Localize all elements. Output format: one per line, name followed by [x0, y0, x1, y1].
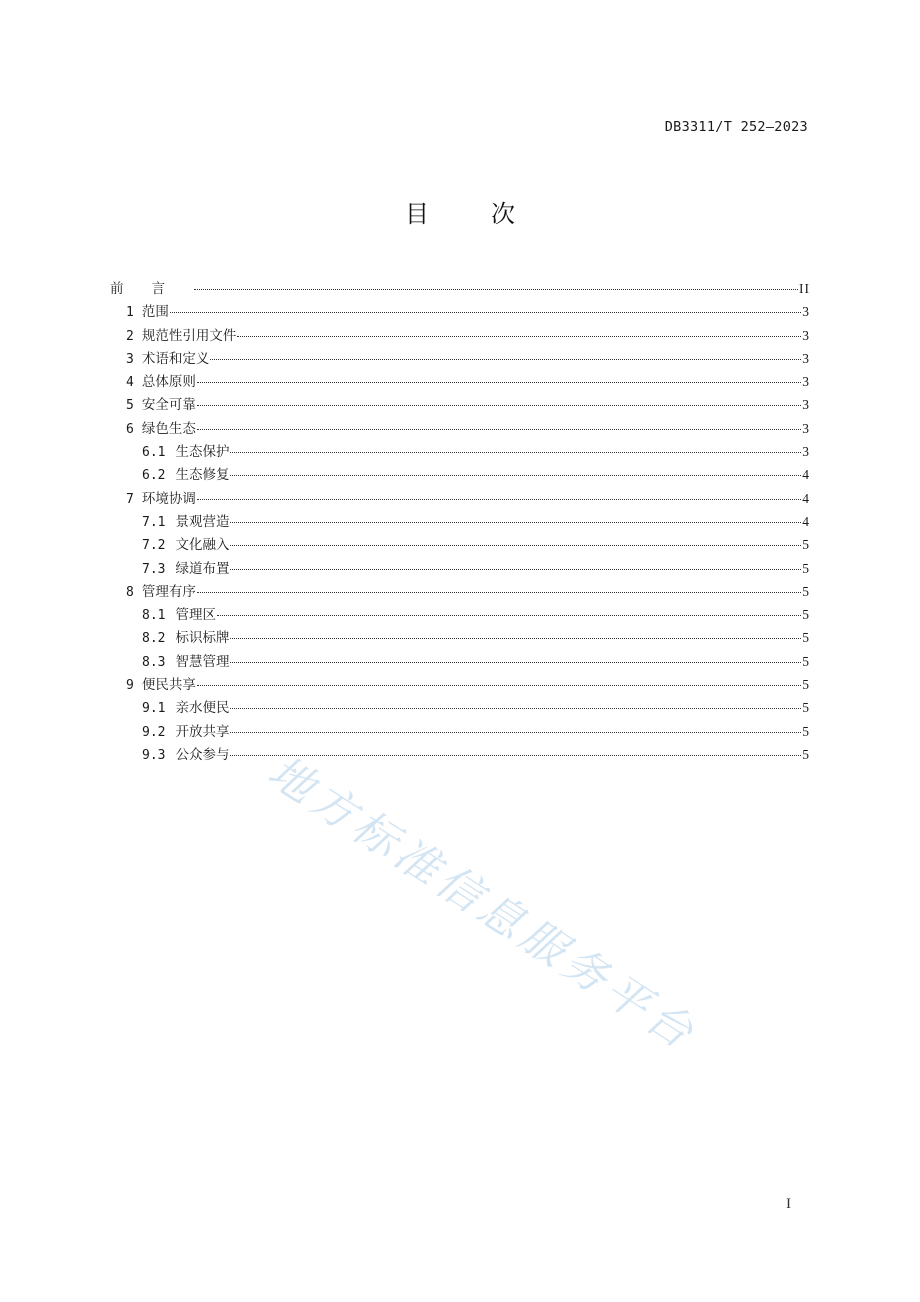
toc-entry-page: 5 — [802, 537, 810, 553]
toc-entry-number: 7.2 — [142, 538, 166, 554]
toc-entry[interactable] — [110, 533, 810, 556]
toc-entry-label: 安全可靠 — [141, 397, 196, 414]
page-number: I — [786, 1196, 791, 1212]
toc-entry[interactable] — [110, 324, 810, 347]
toc-entry[interactable] — [110, 603, 810, 626]
toc-entry-page: 3 — [802, 420, 810, 436]
toc-entry-number: 8.3 — [142, 654, 166, 670]
toc-entry-page: II — [799, 281, 810, 296]
toc-entry-label: 前言 — [110, 281, 193, 297]
watermark: 地方标准信息服务平台 — [258, 746, 707, 1062]
toc-entry-label: 范围 — [141, 304, 169, 321]
toc-entry-page: 5 — [802, 700, 810, 716]
toc-entry-number: 9.1 — [142, 701, 166, 717]
toc-entry[interactable] — [110, 720, 810, 743]
toc-entry-number: 9 — [126, 678, 134, 694]
toc-entry-number: 8.1 — [142, 608, 166, 624]
toc-dot-leader — [197, 684, 801, 686]
toc-entry-page: 5 — [802, 746, 810, 762]
toc-entry-number: 3 — [126, 351, 134, 367]
toc-dot-leader — [197, 404, 801, 406]
toc-entry-number: 7.1 — [142, 514, 166, 530]
toc-entry-label: 管理区 — [175, 607, 216, 624]
toc-entry[interactable] — [110, 696, 810, 719]
toc-dot-leader — [194, 288, 798, 290]
toc-dot-leader — [230, 544, 801, 546]
toc-dot-leader — [170, 311, 801, 313]
toc-entry[interactable] — [110, 393, 810, 416]
document-code: DB3311/T 252—2023 — [664, 119, 808, 135]
toc-entry[interactable] — [110, 626, 810, 649]
toc-entry-label: 亲水便民 — [175, 700, 230, 717]
toc-entry-label: 智慧管理 — [175, 653, 230, 670]
toc-entry[interactable] — [110, 463, 810, 486]
toc-entry-page: 5 — [802, 723, 810, 739]
toc-entry-page: 5 — [802, 653, 810, 669]
toc-entry[interactable] — [110, 277, 810, 300]
toc-entry[interactable] — [110, 440, 810, 463]
toc-entry[interactable] — [110, 673, 810, 696]
toc-entry-number: 7.3 — [142, 561, 166, 577]
toc-entry-label: 景观营造 — [175, 513, 230, 530]
toc-dot-leader — [197, 591, 801, 593]
toc-entry-number: 9.3 — [142, 747, 166, 763]
toc-dot-leader — [230, 637, 801, 639]
toc-dot-leader — [197, 498, 801, 500]
toc-dot-leader — [230, 731, 801, 733]
toc-entry[interactable] — [110, 487, 810, 510]
toc-entry-page: 3 — [802, 444, 810, 460]
toc-entry-page: 3 — [802, 397, 810, 413]
toc-entry-number: 5 — [126, 398, 134, 414]
toc-entry-label: 便民共享 — [141, 677, 196, 694]
toc-entry[interactable] — [110, 557, 810, 580]
toc-entry[interactable] — [110, 580, 810, 603]
toc-entry-label: 规范性引用文件 — [141, 327, 237, 344]
toc-entry-label: 绿色生态 — [141, 420, 196, 437]
toc-entry-page: 5 — [802, 560, 810, 576]
toc-dot-leader — [230, 474, 801, 476]
toc-entry-number: 7 — [126, 491, 134, 507]
toc-entry-label: 管理有序 — [141, 583, 196, 600]
toc-entry[interactable] — [110, 300, 810, 323]
toc-dot-leader — [230, 568, 801, 570]
toc-entry-number: 6.1 — [142, 445, 166, 461]
toc-entry[interactable] — [110, 743, 810, 766]
toc-entry-label: 生态修复 — [175, 467, 230, 484]
toc-entry-page: 4 — [802, 513, 810, 529]
toc-entry-page: 3 — [802, 374, 810, 390]
toc-dot-leader — [230, 707, 801, 709]
table-of-contents — [110, 277, 810, 766]
toc-entry-page: 5 — [802, 630, 810, 646]
toc-entry-label: 生态保护 — [175, 444, 230, 461]
toc-entry-page: 3 — [802, 304, 810, 320]
toc-entry-label: 绿道布置 — [175, 560, 230, 577]
toc-entry-page: 3 — [802, 350, 810, 366]
toc-entry-page: 5 — [802, 583, 810, 599]
toc-entry-page: 5 — [802, 677, 810, 693]
toc-dot-leader — [230, 754, 801, 756]
toc-entry-label: 开放共享 — [175, 723, 230, 740]
page-title: 目次 — [405, 200, 577, 228]
toc-entry-number: 8 — [126, 584, 134, 600]
toc-entry-label: 总体原则 — [141, 374, 196, 391]
toc-dot-leader — [197, 381, 801, 383]
toc-entry-page: 4 — [802, 467, 810, 483]
toc-entry-label: 标识标牌 — [175, 630, 230, 647]
toc-dot-leader — [230, 661, 801, 663]
toc-dot-leader — [230, 521, 801, 523]
toc-entry-number: 6 — [126, 421, 134, 437]
toc-entry[interactable] — [110, 347, 810, 370]
toc-entry[interactable] — [110, 370, 810, 393]
toc-entry-page: 4 — [802, 490, 810, 506]
toc-entry-number: 8.2 — [142, 631, 166, 647]
toc-entry-page: 5 — [802, 607, 810, 623]
toc-dot-leader — [210, 358, 801, 360]
toc-entry-label: 文化融入 — [175, 537, 230, 554]
toc-dot-leader — [237, 335, 801, 337]
toc-entry-number: 1 — [126, 305, 134, 321]
toc-entry-number: 6.2 — [142, 468, 166, 484]
toc-dot-leader — [230, 451, 801, 453]
toc-entry-page: 3 — [802, 327, 810, 343]
toc-dot-leader — [217, 614, 801, 616]
toc-dot-leader — [197, 428, 801, 430]
toc-entry-label: 术语和定义 — [141, 350, 210, 367]
toc-entry-number: 2 — [126, 328, 134, 344]
toc-entry-number: 9.2 — [142, 724, 166, 740]
toc-entry[interactable] — [110, 417, 810, 440]
toc-entry-number: 4 — [126, 375, 134, 391]
toc-entry-label: 环境协调 — [141, 490, 196, 507]
toc-entry[interactable] — [110, 510, 810, 533]
toc-entry[interactable] — [110, 650, 810, 673]
toc-entry-label: 公众参与 — [175, 746, 230, 763]
